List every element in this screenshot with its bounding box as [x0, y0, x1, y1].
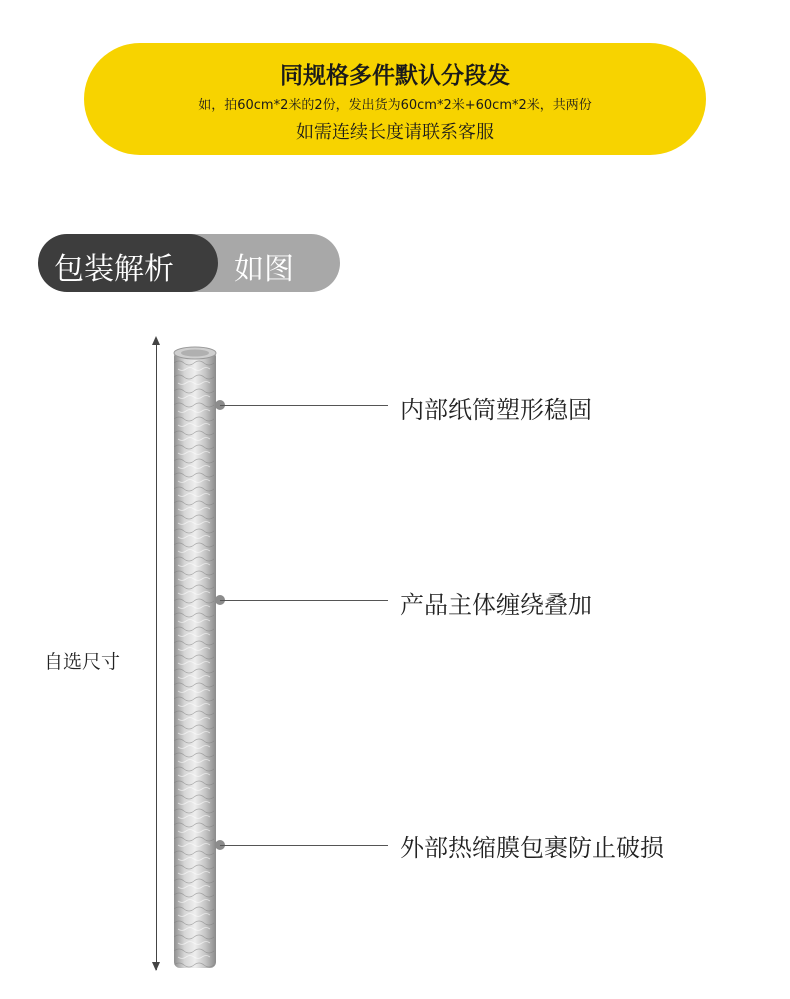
callout-line-3 — [220, 845, 388, 846]
foil-roll-image — [172, 345, 218, 970]
section-tab-active — [38, 234, 218, 292]
arrow-down-icon — [152, 962, 160, 971]
arrow-up-icon — [152, 336, 160, 345]
dimension-label: 自选尺寸 — [44, 651, 121, 673]
section-tab-secondary-label: 如图 — [234, 252, 294, 287]
callout-inner-tube: 内部纸筒塑形稳固 — [400, 396, 592, 424]
callout-main-body: 产品主体缠绕叠加 — [400, 591, 592, 619]
callout-line-2 — [220, 600, 388, 601]
dimension-line — [156, 338, 157, 970]
banner-contact: 如需连续长度请联系客服 — [296, 122, 494, 143]
notice-banner — [84, 43, 706, 155]
banner-example: 如，拍60cm*2米的2份，发出货为60cm*2米+60cm*2米，共两份 — [198, 98, 592, 113]
callout-line-1 — [220, 405, 388, 406]
callout-outer-film: 外部热缩膜包裹防止破损 — [400, 834, 664, 862]
section-tab-active-label: 包装解析 — [54, 252, 174, 287]
section-header — [38, 234, 340, 292]
banner-title: 同规格多件默认分段发 — [280, 63, 510, 89]
